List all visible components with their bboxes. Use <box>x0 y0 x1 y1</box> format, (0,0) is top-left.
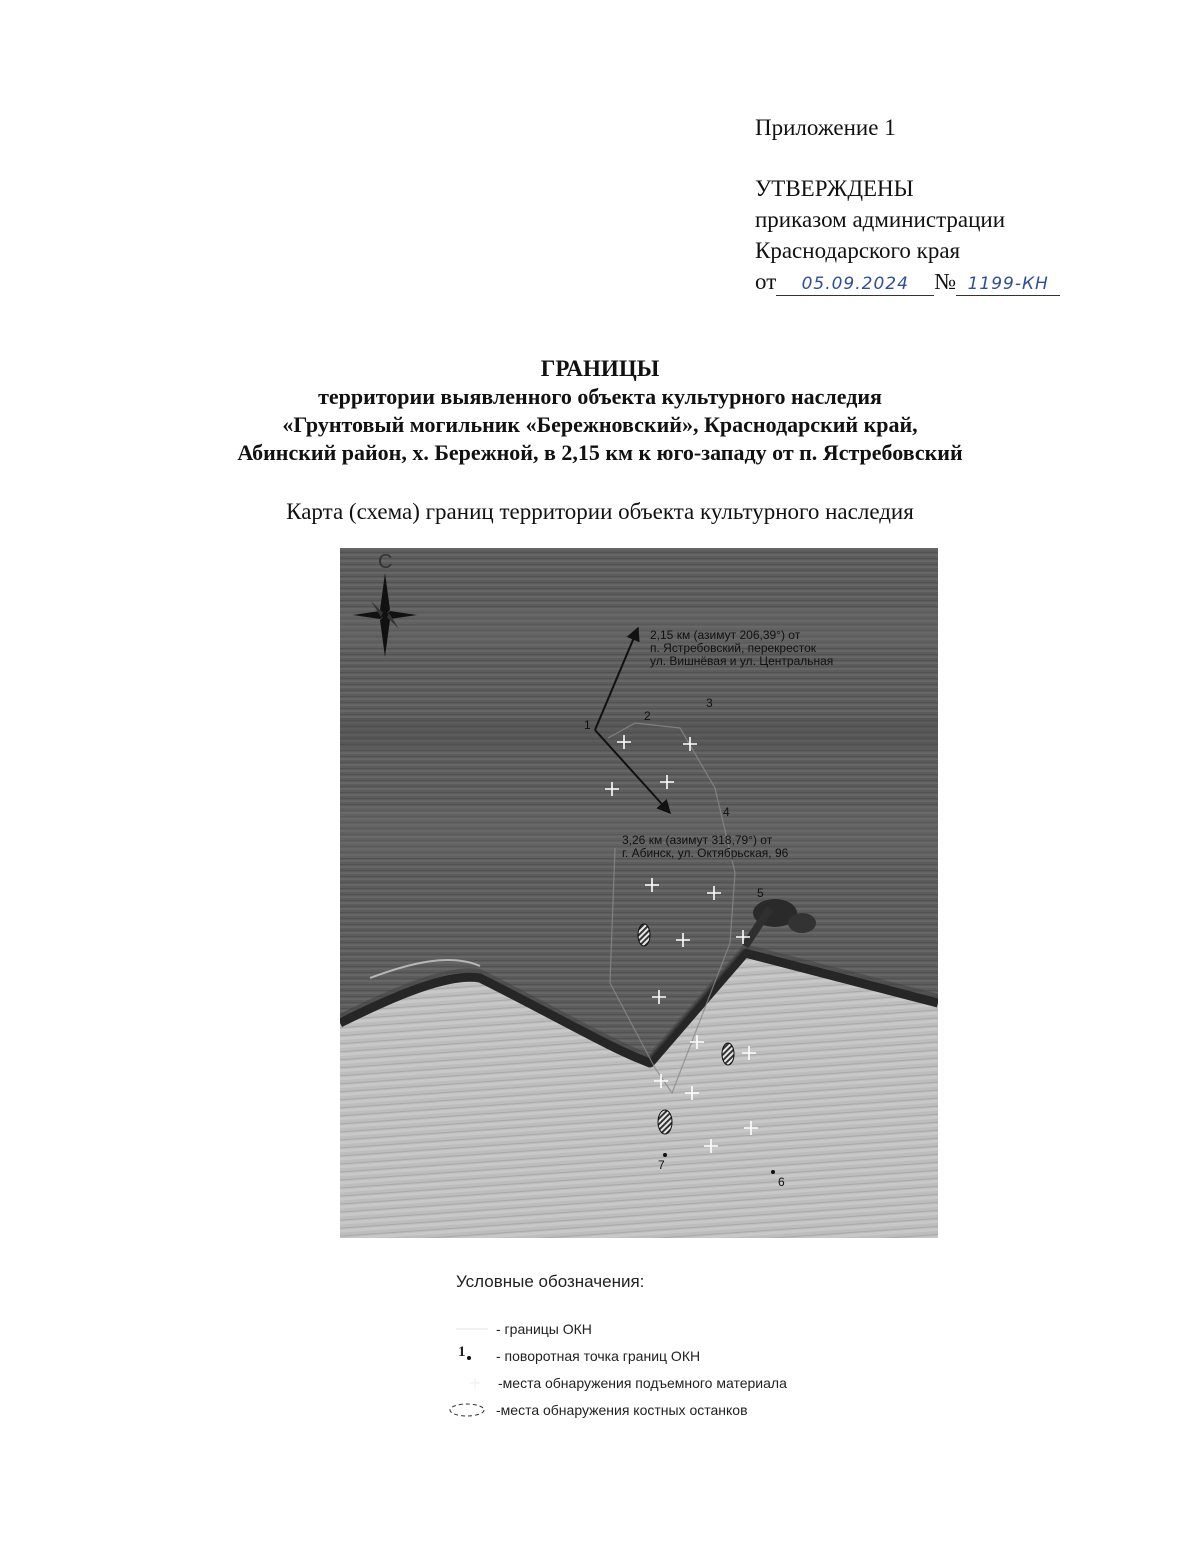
region-label: Краснодарского края <box>755 238 961 263</box>
title-line-3: «Грунтовый могильник «Бережновский», Краснодарский край, <box>282 412 918 437</box>
legend-text-boundary: - границы ОКН <box>496 1321 592 1337</box>
annotation-bottom-line-1: 3,26 км (азимут 318,79°) от <box>622 833 773 847</box>
annotation-top-line-1: 2,15 км (азимут 206,39°) от <box>650 628 801 642</box>
annotation-top-line-2: п. Ястребовский, перекресток <box>650 641 817 655</box>
title-line-4: Абинский район, х. Бережной, в 2,15 км к юго-западу от п. Ястребовский <box>237 440 963 465</box>
turning-point-icon <box>440 1344 495 1368</box>
turning-point-symbol: 1 <box>458 1344 466 1360</box>
point-label-7: 7 <box>658 1158 665 1172</box>
boundary-line-icon <box>440 1317 495 1341</box>
turning-point-7 <box>663 1153 667 1157</box>
title-line-2: территории выявленного объекта культурного наследия <box>318 384 882 409</box>
legend-text-turning-point: - поворотная точка границ ОКН <box>496 1348 701 1364</box>
approved-label: УТВЕРЖДЕНЫ <box>755 176 914 201</box>
legend-text-bone-remains: -места обнаружения костных останков <box>496 1402 748 1418</box>
legend-text-find-place: -места обнаружения подъемного материала <box>498 1375 787 1391</box>
north-label: С <box>378 551 393 573</box>
bone-remains-marker <box>658 1110 672 1134</box>
legend-title: Условные обозначения: <box>456 1272 645 1291</box>
date-prefix: от <box>755 269 777 294</box>
number-sign: № <box>934 269 957 294</box>
approval-block <box>755 112 1155 297</box>
bone-remains-marker <box>638 924 650 946</box>
appendix-label: Приложение 1 <box>755 115 896 140</box>
legend-item-find-place <box>440 1371 960 1395</box>
title-line-1: ГРАНИЦЫ <box>540 356 660 381</box>
order-label: приказом администрации <box>755 207 1006 232</box>
bone-remains-icon <box>440 1398 495 1422</box>
number-value: 1199-КН <box>967 274 1049 294</box>
number-field <box>956 271 1060 296</box>
annotation-top-line-3: ул. Вишнёвая и ул. Центральная <box>650 654 834 668</box>
point-label-5: 5 <box>757 886 764 900</box>
satellite-map <box>340 548 938 1238</box>
date-field <box>776 271 934 296</box>
point-label-2: 2 <box>644 709 651 723</box>
date-value: 05.09.2024 <box>801 274 909 294</box>
bone-remains-marker <box>722 1043 734 1065</box>
date-number-line <box>755 266 1155 297</box>
point-label-3: 3 <box>706 696 713 710</box>
legend-item-boundary <box>440 1317 960 1341</box>
point-label-1: 1 <box>584 718 591 732</box>
document-title <box>100 355 1100 467</box>
annotation-bottom-line-2: г. Абинск, ул. Октябрьская, 96 <box>622 846 789 860</box>
point-label-6: 6 <box>778 1175 785 1189</box>
map-subtitle: Карта (схема) границ территории объекта культурного наследия <box>286 499 914 524</box>
point-label-4: 4 <box>723 805 730 819</box>
legend-item-turning-point <box>440 1344 960 1368</box>
find-place-icon <box>440 1371 495 1395</box>
legend-item-bone-remains <box>440 1398 960 1422</box>
turning-point-6 <box>771 1170 775 1174</box>
